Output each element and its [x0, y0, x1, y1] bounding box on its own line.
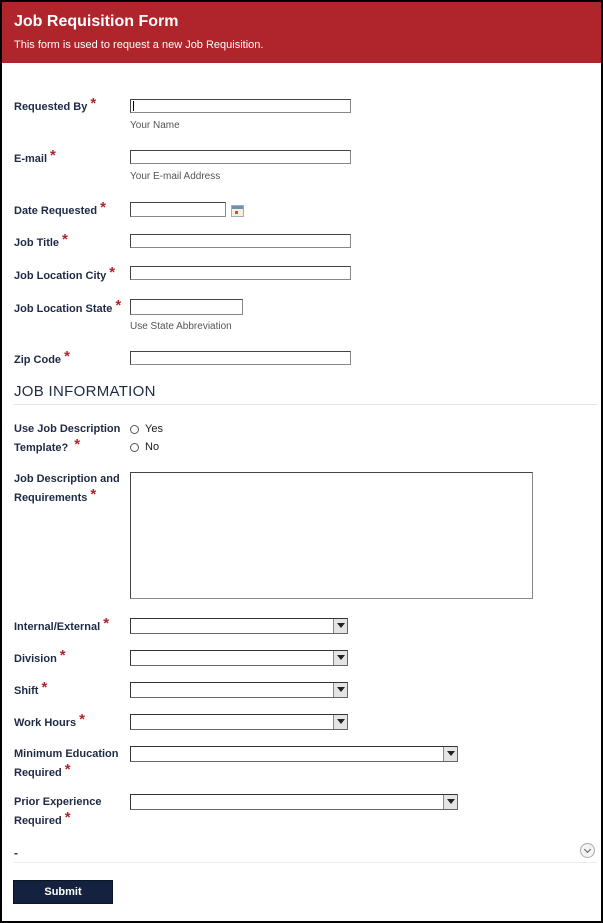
job-description-label: Job Description and Requirements * [14, 473, 120, 504]
requested-by-input[interactable] [130, 99, 351, 113]
job-location-state-input[interactable] [130, 299, 243, 315]
required-marker: * [64, 761, 71, 778]
work-hours-label: Work Hours * [14, 711, 85, 729]
required-marker: * [103, 615, 110, 632]
work-hours-select[interactable] [130, 714, 348, 730]
chevron-down-icon[interactable] [333, 715, 347, 729]
job-location-city-input[interactable] [130, 266, 351, 280]
radio-no[interactable] [130, 443, 139, 452]
email-input[interactable] [130, 150, 351, 164]
job-location-city-label: Job Location City * [14, 264, 116, 282]
date-requested-input[interactable] [130, 202, 226, 217]
required-marker: * [64, 809, 71, 826]
job-location-state-label: Job Location State * [14, 297, 122, 315]
date-requested-label: Date Requested * [14, 199, 106, 217]
required-marker: * [41, 679, 48, 696]
zip-code-input[interactable] [130, 351, 351, 365]
job-description-textarea[interactable] [130, 472, 533, 599]
required-marker: * [79, 711, 85, 728]
prior-experience-select[interactable] [130, 794, 458, 810]
radio-yes[interactable] [130, 425, 139, 434]
form-header [2, 2, 601, 63]
internal-external-label: Internal/External * [14, 615, 110, 633]
expand-chevron-icon[interactable] [580, 843, 595, 858]
prior-experience-label: Prior Experience Required * [14, 796, 102, 827]
chevron-down-icon[interactable] [333, 651, 347, 665]
required-marker: * [74, 436, 81, 453]
requested-by-label: Requested By * [14, 95, 97, 113]
required-marker: * [109, 264, 116, 281]
min-education-select[interactable] [130, 746, 458, 762]
submit-button[interactable]: Submit [13, 880, 113, 904]
division-label: Division * [14, 647, 66, 665]
requested-by-help: Your Name [130, 120, 180, 131]
collapsed-section-marker: - [14, 846, 18, 860]
section-title: JOB INFORMATION [14, 383, 156, 400]
footer-divider [14, 862, 597, 863]
form-subtitle: This form is used to request a new Job Requisition. [14, 39, 264, 51]
required-marker: * [64, 348, 70, 365]
calendar-icon[interactable] [231, 205, 244, 217]
form-title: Job Requisition Form [14, 13, 179, 30]
shift-label: Shift * [14, 679, 48, 697]
section-divider [14, 404, 597, 405]
required-marker: * [115, 297, 122, 314]
internal-external-select[interactable] [130, 618, 348, 634]
zip-code-label: Zip Code * [14, 348, 70, 366]
chevron-down-icon[interactable] [333, 619, 347, 633]
email-help: Your E-mail Address [130, 171, 221, 182]
required-marker: * [59, 647, 66, 664]
job-title-input[interactable] [130, 234, 351, 248]
template-option-yes[interactable]: Yes [130, 423, 163, 435]
template-label: Use Job Description Template? * [14, 423, 121, 454]
min-education-label: Minimum Education Required * [14, 748, 119, 779]
chevron-down-icon[interactable] [443, 747, 457, 761]
required-marker: * [90, 95, 97, 112]
job-location-state-help: Use State Abbreviation [130, 321, 232, 332]
chevron-down-icon[interactable] [333, 683, 347, 697]
job-title-label: Job Title * [14, 231, 68, 249]
email-label: E-mail * [14, 147, 56, 165]
required-marker: * [50, 147, 56, 164]
division-select[interactable] [130, 650, 348, 666]
shift-select[interactable] [130, 682, 348, 698]
required-marker: * [62, 231, 68, 248]
chevron-down-icon[interactable] [443, 795, 457, 809]
required-marker: * [100, 199, 106, 216]
required-marker: * [90, 486, 97, 503]
template-option-no[interactable]: No [130, 441, 159, 453]
